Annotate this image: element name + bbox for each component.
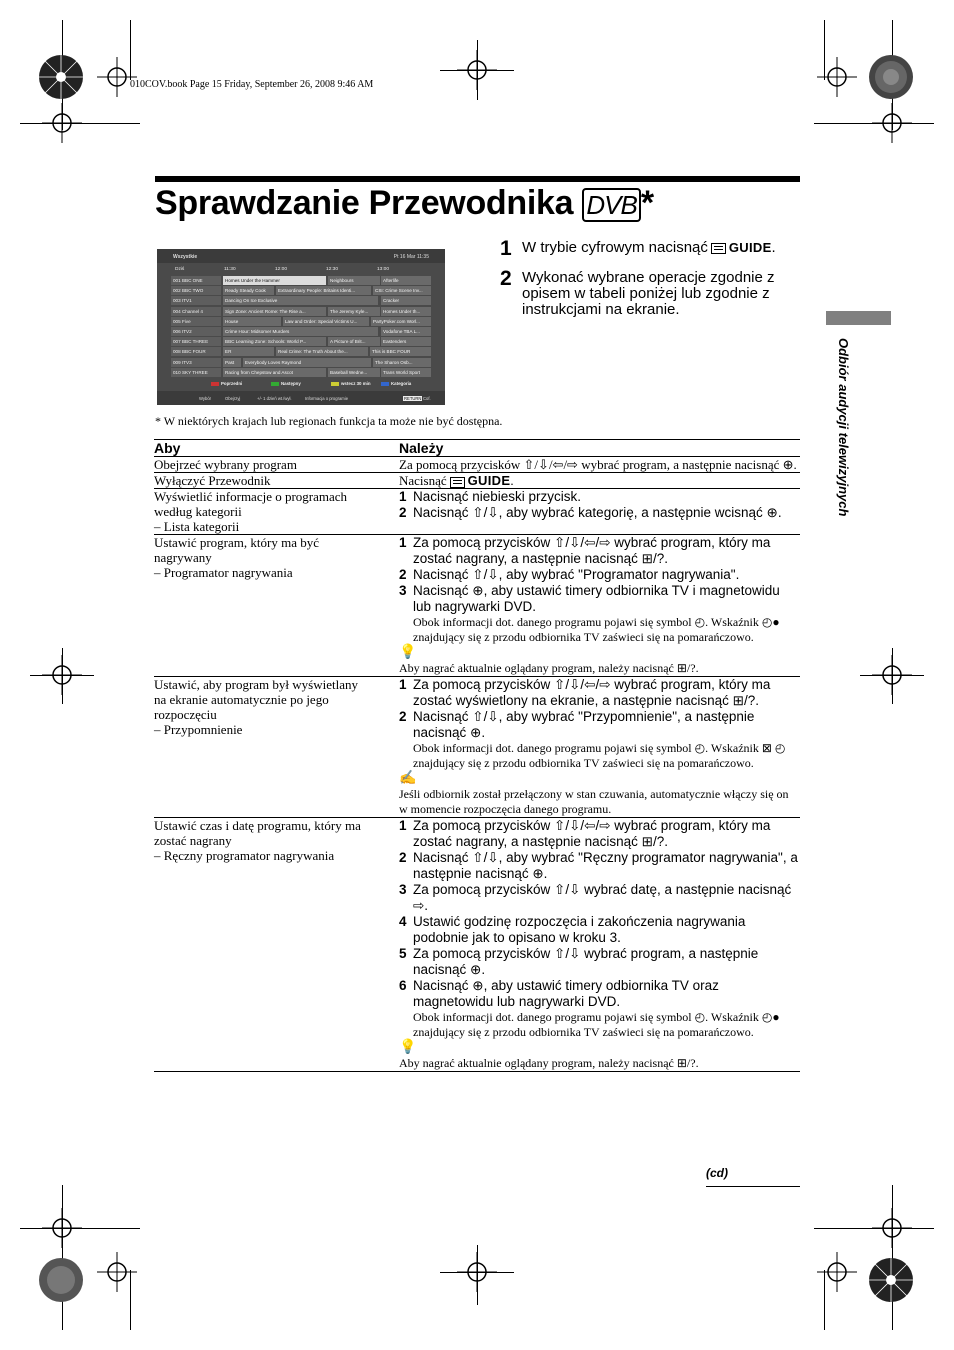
- action-step-text: Ustawić godzinę rozpoczęcia i zakończenia nagrywania podobnie jak to opisano w kroku 3.: [413, 914, 746, 945]
- section-tab: [826, 311, 891, 325]
- action-step-text: Za pomocą przycisków ⇧/⇩/⇦/⇨ wybrać program, który ma zostać nagrany, a następnie nacisnąć ⊞/?.: [413, 818, 771, 849]
- table-row: [154, 457, 800, 473]
- tip-lightbulb-icon: 💡: [399, 1040, 417, 1055]
- guide-program: Homes Under th...: [381, 307, 431, 316]
- action-step-number: 5: [399, 946, 407, 961]
- guide-screenshot: [157, 249, 445, 405]
- guide-row: [171, 307, 431, 317]
- action-note: Obok informacji dot. danego programu pojawi się symbol ◴. Wskaźnik ◴● znajdujący się z przodu odbiornika TV zaświeci się na pomarańczowo.: [413, 615, 780, 644]
- action-tip: Aby nagrać aktualnie oglądany program, należy nacisnąć ⊞/?.: [399, 661, 699, 675]
- guide-program: PartyPoker.com Worl...: [371, 317, 431, 326]
- guide-footer-item: +/- 1 dzień wt./wył.: [257, 396, 292, 401]
- action-step: [399, 505, 800, 521]
- action-step-number: 1: [399, 489, 407, 504]
- guide-program: Homes Under the Hammer: [223, 276, 326, 285]
- dvb-logo: DVB: [582, 188, 640, 222]
- table-cell-action: [399, 818, 800, 1072]
- step-number: 2: [500, 267, 512, 290]
- table-cell-goal: [154, 535, 399, 677]
- table-row: [154, 489, 800, 535]
- goal-line: na ekranie automatycznie po jego: [154, 692, 329, 707]
- action-text-post: .: [510, 473, 514, 488]
- action-text-pre: Nacisnąć: [399, 473, 447, 488]
- guide-channel: 008 BBC FOUR: [171, 347, 221, 356]
- guide-time: 12:30: [326, 267, 339, 272]
- guide-channel: 006 ITV2: [171, 327, 221, 336]
- action-tip: Jeśli odbiornik został przełączony w stan czuwania, automatycznie włączy się on w momencie rozpoczęcia danego programu.: [399, 787, 789, 816]
- goal-line: zostać nagrany: [154, 833, 232, 848]
- guide-program: A Picture of Brit...: [328, 337, 380, 346]
- action-step-number: 2: [399, 850, 407, 865]
- action-step: [399, 914, 800, 946]
- guide-footer-item: Cof.: [423, 396, 431, 401]
- action-note: Obok informacji dot. danego programu pojawi się symbol ◴. Wskaźnik ◴● znajdujący się z przodu odbiornika TV zaświeci się na pomarańczowo.: [413, 1010, 780, 1039]
- table-cell-goal: Wyłączyć Przewodnik: [154, 473, 271, 488]
- crosshair-icon: [817, 1252, 857, 1292]
- guide-header: [157, 249, 445, 263]
- guide-label: GUIDE: [728, 240, 772, 255]
- registration-rosette-icon: [36, 1255, 86, 1305]
- guide-program: Real Crime: The Truth About the...: [276, 347, 368, 356]
- action-step-number: 4: [399, 914, 407, 929]
- action-step-number: 1: [399, 677, 407, 692]
- crosshair-icon: [42, 103, 82, 143]
- crosshair-icon: [872, 103, 912, 143]
- guide-time: 13:00: [377, 267, 390, 272]
- guide-legend: [171, 380, 431, 388]
- title-bar: [155, 176, 800, 182]
- guide-legend-item: wstecz 30 min: [331, 381, 371, 386]
- table-cell-action: [399, 473, 800, 489]
- action-note: Obok informacji dot. danego programu pojawi się symbol ◴. Wskaźnik ⊠ ◴ znajdujący się z przodu odbiornika TV zaświeci się na pomarańczowo.: [413, 741, 786, 770]
- table-cell-goal: Obejrzeć wybrany program: [154, 457, 297, 472]
- guide-label: GUIDE: [467, 473, 511, 488]
- action-step-text: Za pomocą przycisków ⇧/⇩/⇦/⇨ wybrać program, który ma zostać wyświetlony na ekranie, a następnie nacisnąć ⊞/?.: [413, 677, 771, 708]
- action-step-number: 3: [399, 583, 407, 598]
- guide-legend-item: Poprzedni: [211, 381, 242, 386]
- footnote: * W niektórych krajach lub regionach funkcja ta może nie być dostępna.: [155, 414, 503, 428]
- table-cell-action: [399, 535, 800, 677]
- action-step-text: Za pomocą przycisków ⇧/⇩ wybrać program, a następnie nacisnąć ⊕.: [413, 946, 759, 977]
- guide-program: Racing from Chepstow and Ascot: [223, 368, 326, 377]
- action-step-number: 2: [399, 505, 407, 520]
- guide-channel: 010 SKY THREE: [171, 368, 221, 377]
- crosshair-icon: [457, 1252, 497, 1292]
- action-step: [399, 567, 800, 583]
- crosshair-icon: [872, 1208, 912, 1248]
- guide-program: This is BBC FOUR: [370, 347, 431, 356]
- guide-legend-item: Kategoria: [381, 381, 411, 386]
- guide-program: CSI: Crime Scene Inv...: [373, 286, 431, 295]
- registration-rosette-icon: [36, 52, 86, 102]
- action-step: [399, 535, 800, 567]
- guide-program: Afterlife: [381, 276, 431, 285]
- guide-row: [171, 347, 431, 357]
- guide-footer: [157, 391, 445, 405]
- book-line: 010COV.book Page 15 Friday, September 26, 2008 9:46 AM: [130, 79, 374, 90]
- table-cell-goal: [154, 489, 399, 535]
- continued-label: (cd): [706, 1166, 728, 1180]
- action-step: [399, 583, 800, 615]
- action-step-text: Za pomocą przycisków ⇧/⇩ wybrać datę, a następnie nacisnąć ⇨.: [413, 882, 792, 913]
- guide-footer-item: RETURN: [404, 396, 422, 401]
- table-row: [154, 677, 800, 818]
- action-step: [399, 677, 800, 709]
- page-title: [155, 184, 654, 223]
- action-step-number: 2: [399, 709, 407, 724]
- step-number: 1: [500, 237, 512, 260]
- action-step-text: Za pomocą przycisków ⇧/⇩/⇦/⇨ wybrać program, który ma zostać nagrany, a następnie nacisnąć ⊞/?.: [413, 535, 771, 566]
- action-step-text: Nacisnąć ⊕, aby ustawić timery odbiornika TV oraz magnetowidu lub nagrywarki DVD.: [413, 978, 719, 1009]
- guide-program: Past: [223, 358, 241, 367]
- guide-row: [171, 368, 431, 378]
- action-step-text: Nacisnąć ⇧/⇩, aby wybrać "Programator nagrywania".: [413, 567, 740, 582]
- guide-row: [171, 286, 431, 296]
- step-text: Wykonać wybrane operacje zgodnie z opisem w tabeli poniżej lub zgodnie z instrukcjami na ekranie.: [522, 269, 775, 318]
- guide-program: The Sharon Osb...: [373, 358, 431, 367]
- title-asterisk: *: [640, 184, 654, 222]
- action-step-number: 2: [399, 567, 407, 582]
- action-tip: Aby nagrać aktualnie oglądany program, należy nacisnąć ⊞/?.: [399, 1056, 699, 1070]
- note-pencil-icon: ✍: [399, 771, 417, 786]
- guide-program: Extraordinary People: Britains Identi...: [276, 286, 371, 295]
- goal-line: – Ręczny programator nagrywania: [154, 848, 335, 863]
- guide-channel: 009 ITV3: [171, 358, 221, 367]
- crosshair-icon: [42, 1208, 82, 1248]
- table-header-col1: Aby: [154, 440, 181, 456]
- action-step: [399, 850, 800, 882]
- action-step: [399, 489, 800, 505]
- guide-program: Trans World Sport: [381, 368, 431, 377]
- crosshair-icon: [97, 57, 137, 97]
- guide-program: The Jeremy Kyle...: [328, 307, 380, 316]
- guide-channel: 003 ITV1: [171, 296, 221, 305]
- table-header-row: [154, 440, 800, 457]
- guide-row: [171, 296, 431, 306]
- continued-rule: [706, 1186, 800, 1187]
- action-step-text: Nacisnąć ⇧/⇩, aby wybrać "Przypomnienie", a następnie nacisnąć ⊕.: [413, 709, 755, 740]
- action-step: [399, 978, 800, 1010]
- action-step-text: Nacisnąć ⇧/⇩, aby wybrać "Ręczny programator nagrywania", a następnie nacisnąć ⊕.: [413, 850, 798, 881]
- table-cell-goal: [154, 677, 399, 818]
- section-label: Odbiór audycji telewizyjnych: [836, 338, 851, 517]
- guide-program: Law and Order: Special Victims U...: [283, 317, 369, 326]
- action-step: [399, 946, 800, 978]
- goal-line: Ustawić czas i datę programu, który ma: [154, 818, 361, 833]
- guide-channel: 007 BBC THREE: [171, 337, 221, 346]
- goal-line: – Programator nagrywania: [154, 565, 293, 580]
- guide-program: Dancing On Ice Exclusive: [223, 296, 378, 305]
- guide-row: [171, 337, 431, 347]
- guide-channel: 005 Five: [171, 317, 221, 326]
- guide-program: ER: [223, 347, 274, 356]
- step-text-pre: W trybie cyfrowym nacisnąć: [522, 239, 708, 256]
- table-row: [154, 473, 800, 489]
- guide-time: Dziś: [175, 267, 185, 272]
- guide-channel: 002 BBC TWO: [171, 286, 221, 295]
- step-text: [522, 240, 800, 258]
- guide-row: [171, 358, 431, 368]
- guide-footer-item: Informacja o programie: [305, 396, 349, 401]
- tip-lightbulb-icon: 💡: [399, 645, 417, 660]
- guide-legend-item: Następny: [271, 381, 301, 386]
- action-step-text: Nacisnąć niebieski przycisk.: [413, 489, 582, 504]
- goal-line: Wyświetlić informacje o programach: [154, 489, 348, 504]
- guide-channel: 001 BBC ONE: [171, 276, 221, 285]
- crosshair-icon: [42, 655, 82, 695]
- registration-rosette-icon: [866, 1255, 916, 1305]
- table-cell-action: Za pomocą przycisków ⇧/⇩/⇦/⇨ wybrać program, a następnie nacisnąć ⊕.: [399, 457, 797, 472]
- action-step-number: 1: [399, 818, 407, 833]
- guide-row: [171, 327, 431, 337]
- guide-channel: 004 Channel 4: [171, 307, 221, 316]
- action-step: [399, 709, 800, 741]
- guide-icon: [711, 243, 726, 254]
- action-step-number: 3: [399, 882, 407, 897]
- guide-footer-item: Wybór: [199, 396, 212, 401]
- goal-line: Ustawić, aby program był wyświetlany: [154, 677, 358, 692]
- guide-program: Cracker: [381, 296, 431, 305]
- guide-header-left: Wszystkie: [173, 254, 198, 260]
- goal-line: Ustawić program, który ma być: [154, 535, 319, 550]
- goal-line: według kategorii: [154, 504, 242, 519]
- guide-time: 11:30: [224, 267, 236, 272]
- guide-row: [171, 276, 431, 286]
- crosshair-icon: [872, 655, 912, 695]
- table-cell-action: [399, 677, 800, 818]
- guide-program: Sign Zone: Ancient Rome: The Rise a...: [223, 307, 326, 316]
- action-step-number: 1: [399, 535, 407, 550]
- guide-program: Ready Steady Cook: [223, 286, 274, 295]
- crosshair-icon: [97, 1252, 137, 1292]
- guide-times: [171, 266, 431, 274]
- step-text-post: .: [771, 239, 776, 256]
- crosshair-icon: [457, 50, 497, 90]
- table-cell-goal: [154, 818, 399, 1072]
- step-2: [500, 267, 800, 318]
- table-row: [154, 818, 800, 1072]
- guide-icon: [450, 477, 465, 488]
- goal-line: rozpoczęciu: [154, 707, 217, 722]
- goal-line: – Lista kategorii: [154, 519, 240, 534]
- guide-program: BBC Learning Zone: Schools: World P...: [223, 337, 326, 346]
- table-row: [154, 535, 800, 677]
- goal-line: nagrywany: [154, 550, 212, 565]
- instructions-table: [154, 439, 800, 1072]
- table-cell-action: [399, 489, 800, 535]
- guide-program: Crime Hour: Midsomer Murders: [223, 327, 378, 336]
- registration-rosette-icon: [866, 52, 916, 102]
- guide-grid: [171, 276, 431, 378]
- action-step-text: Nacisnąć ⇧/⇩, aby wybrać kategorię, a następnie wcisnąć ⊕.: [413, 505, 782, 520]
- table-header-col2: Należy: [399, 440, 444, 456]
- guide-program: Baseball Wedne...: [328, 368, 380, 377]
- guide-program: Vodafone TBA L...: [381, 327, 431, 336]
- action-step-number: 6: [399, 978, 407, 993]
- crosshair-icon: [817, 57, 857, 97]
- guide-time: 12:00: [275, 267, 288, 272]
- action-step: [399, 818, 800, 850]
- guide-program: House: [223, 317, 281, 326]
- guide-header-right: Pt 16 Mar 11:35: [393, 254, 429, 260]
- guide-program: Everybody Loves Raymond: [243, 358, 371, 367]
- action-step-text: Nacisnąć ⊕, aby ustawić timery odbiornika TV i magnetowidu lub nagrywarki DVD.: [413, 583, 780, 614]
- action-step: [399, 882, 800, 914]
- step-1: [500, 237, 800, 260]
- page-title-text: Sprawdzanie Przewodnika: [155, 184, 574, 222]
- guide-program: Eastenders: [381, 337, 431, 346]
- goal-line: – Przypomnienie: [154, 722, 243, 737]
- guide-footer-item: Obejrzyj: [225, 396, 241, 401]
- steps: [500, 237, 800, 330]
- guide-row: [171, 317, 431, 327]
- guide-program: Neighbours: [328, 276, 380, 285]
